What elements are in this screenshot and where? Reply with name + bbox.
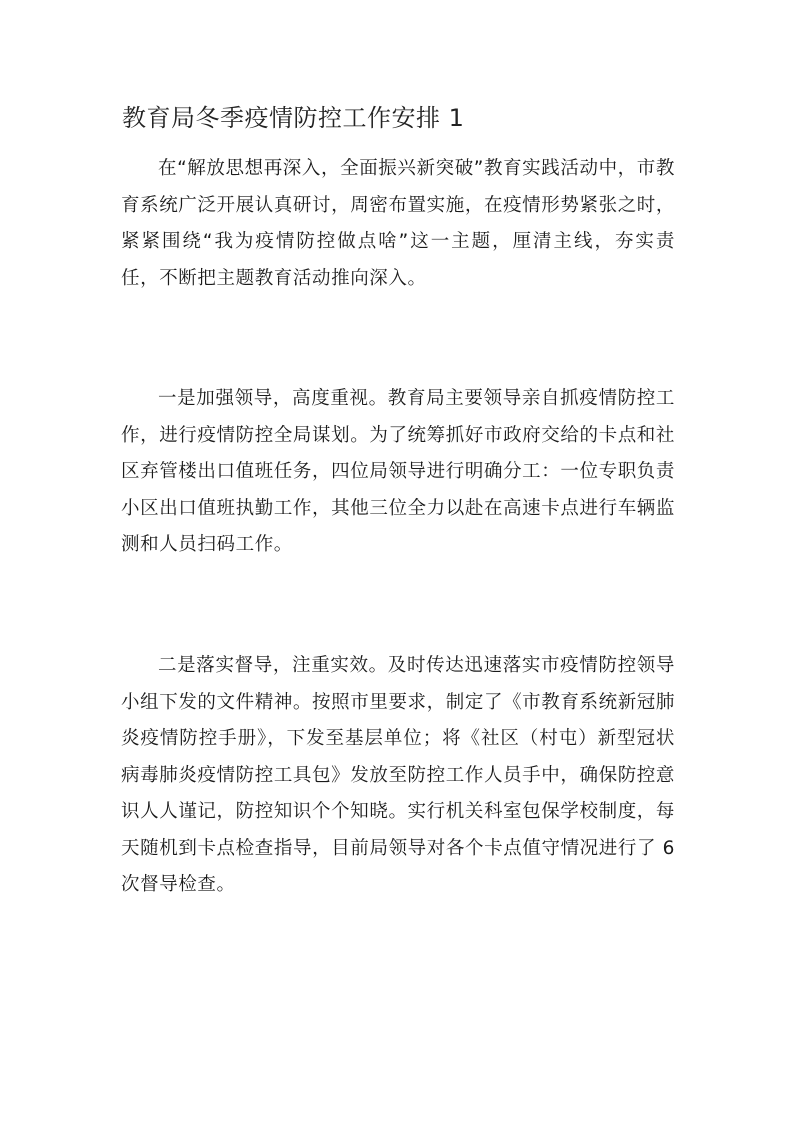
document-title: 教育局冬季疫情防控工作安排 1 xyxy=(122,104,465,132)
paragraph-intro: 在“解放思想再深入，全面振兴新突破”教育实践活动中，市教育系统广泛开展认真研讨，周密布置实施，在疫情形势紧张之时，紧紧围绕“我为疫情防控做点啥”这一主题，厘清主线，夯实责任，不断把主题教育活动推向深入。 xyxy=(121,158,675,289)
paragraph-leadership: 一是加强领导，高度重视。教育局主要领导亲自抓疫情防控工作，进行疫情防控全局谋划。为了统筹抓好市政府交给的卡点和社区弃管楼出口值班任务，四位局领导进行明确分工：一位专职负责小区出口值班执勤工作，其他三位全力以赴在高速卡点进行车辆监测和人员扫码工作。 xyxy=(121,388,675,555)
paragraph-supervision: 二是落实督导，注重实效。及时传达迅速落实市疫情防控领导小组下发的文件精神。按照市里要求，制定了《市教育系统新冠肺炎疫情防控手册》，下发至基层单位；将《社区（村屯）新型冠状病毒肺炎疫情防控工具包》发放至防控工作人员手中，确保防控意识人人谨记，防控知识个个知晓。实行机关科室包保学校制度，每天随机到卡点检查指导，目前局领导对各个卡点值守情况进行了 6 次督导检查。 xyxy=(121,655,675,895)
